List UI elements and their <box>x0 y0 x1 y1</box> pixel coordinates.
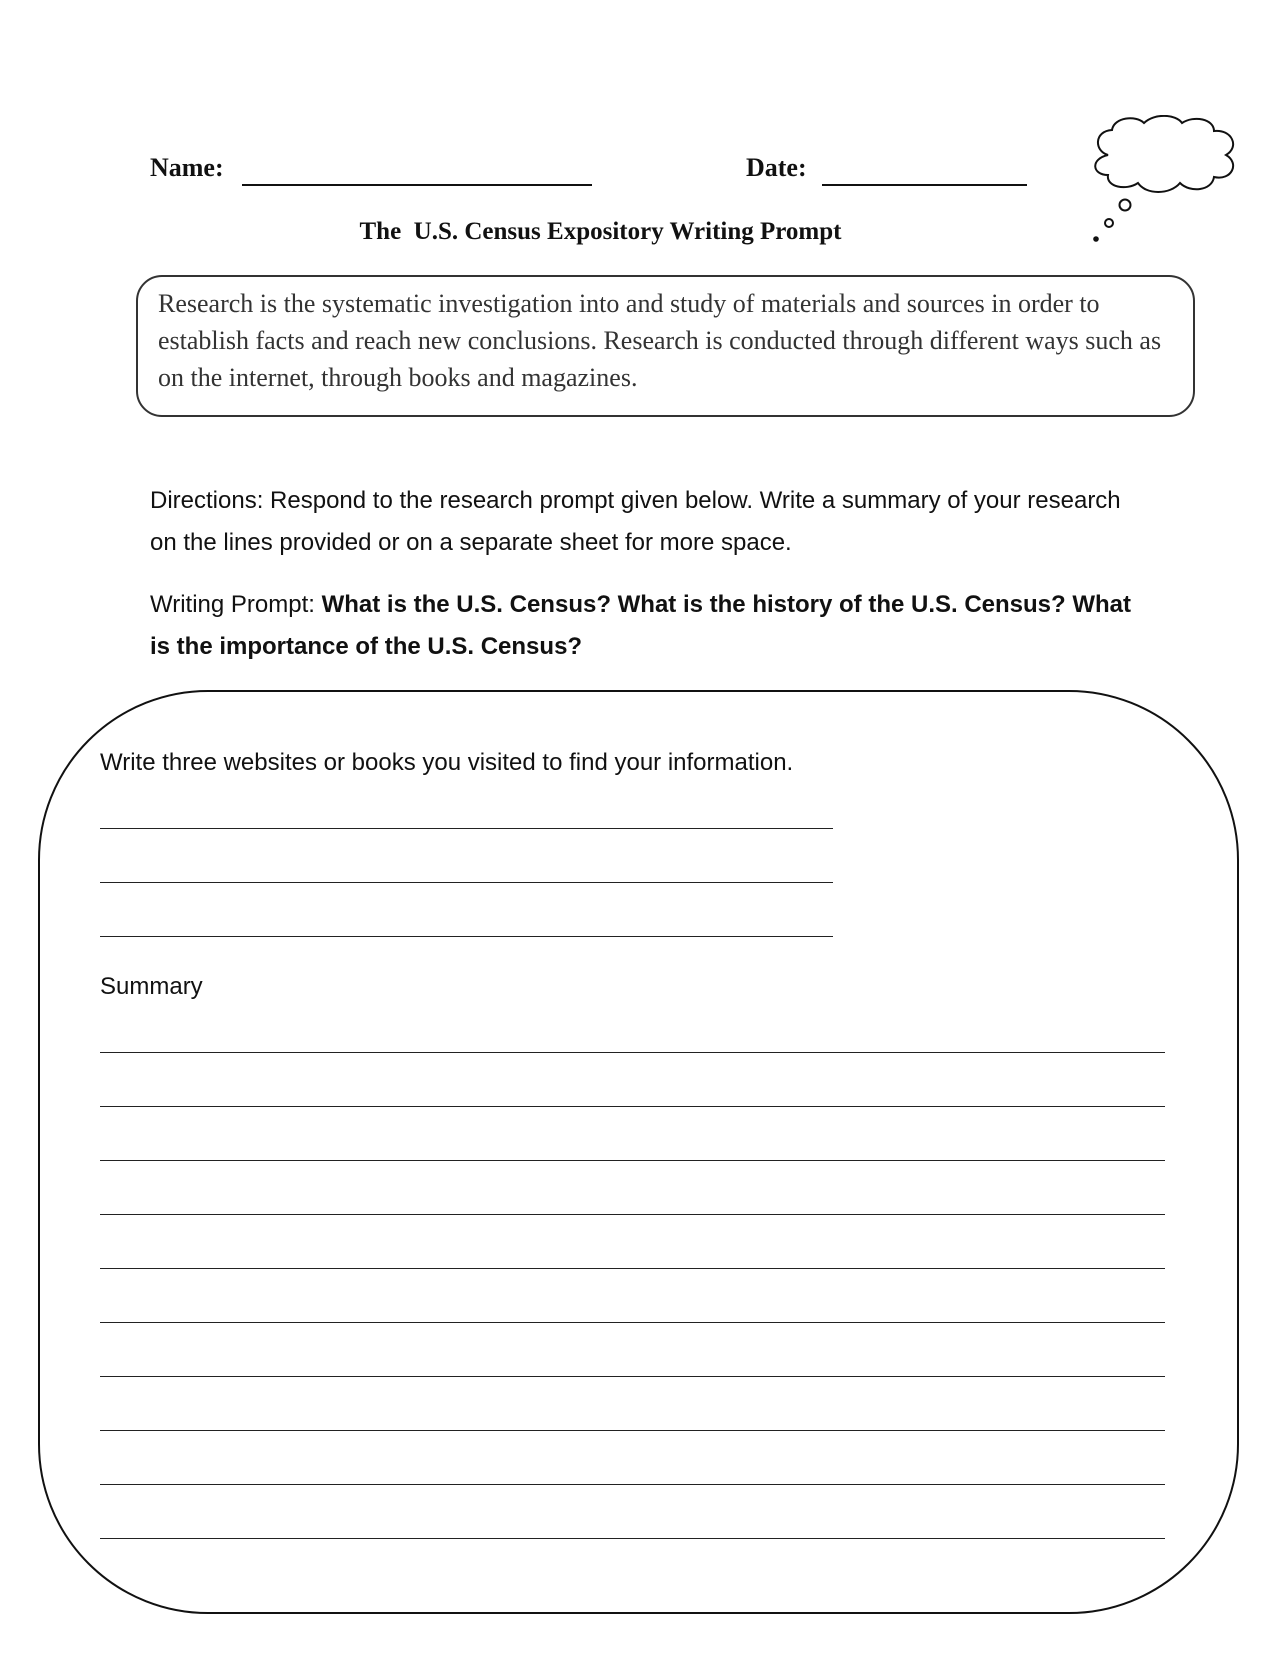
summary-line[interactable] <box>100 1376 1165 1377</box>
date-line[interactable] <box>822 184 1027 186</box>
sources-instruction: Write three websites or books you visited to find your information. <box>100 749 794 776</box>
summary-label: Summary <box>100 973 203 1000</box>
writing-prompt-label: Writing Prompt: <box>150 591 322 618</box>
summary-line[interactable] <box>100 1106 1165 1107</box>
directions-text: Directions: Respond to the research prompt given below. Write a summary of your research on the lines provided or on a separate sheet for more space. <box>150 487 1121 556</box>
summary-line[interactable] <box>100 1322 1165 1323</box>
writing-prompt <box>150 584 1150 668</box>
page-title-text: The U.S. Census Expository Writing Prompt <box>359 218 842 245</box>
date-label: Date: <box>746 153 807 182</box>
summary-line[interactable] <box>100 1484 1165 1485</box>
summary-line[interactable] <box>100 1052 1165 1053</box>
summary-line[interactable] <box>100 1160 1165 1161</box>
summary-line[interactable] <box>100 1268 1165 1269</box>
writing-prompt-question: What is the U.S. Census? What is the history of the U.S. Census? What is the importance of the U.S. Census? <box>150 591 1132 660</box>
source-line[interactable] <box>100 828 833 829</box>
summary-line[interactable] <box>100 1538 1165 1539</box>
summary-line[interactable] <box>100 1214 1165 1215</box>
summary-line[interactable] <box>100 1430 1165 1431</box>
page-title <box>0 218 1275 246</box>
source-line[interactable] <box>100 882 833 883</box>
name-line[interactable] <box>242 184 592 186</box>
source-line[interactable] <box>100 936 833 937</box>
definition-text: Research is the systematic investigation into and study of materials and sources in order to establish facts and reach new conclusions. Research is conducted through different ways such as on the internet, through books and magazines. <box>158 289 1162 392</box>
name-label: Name: <box>150 153 224 182</box>
